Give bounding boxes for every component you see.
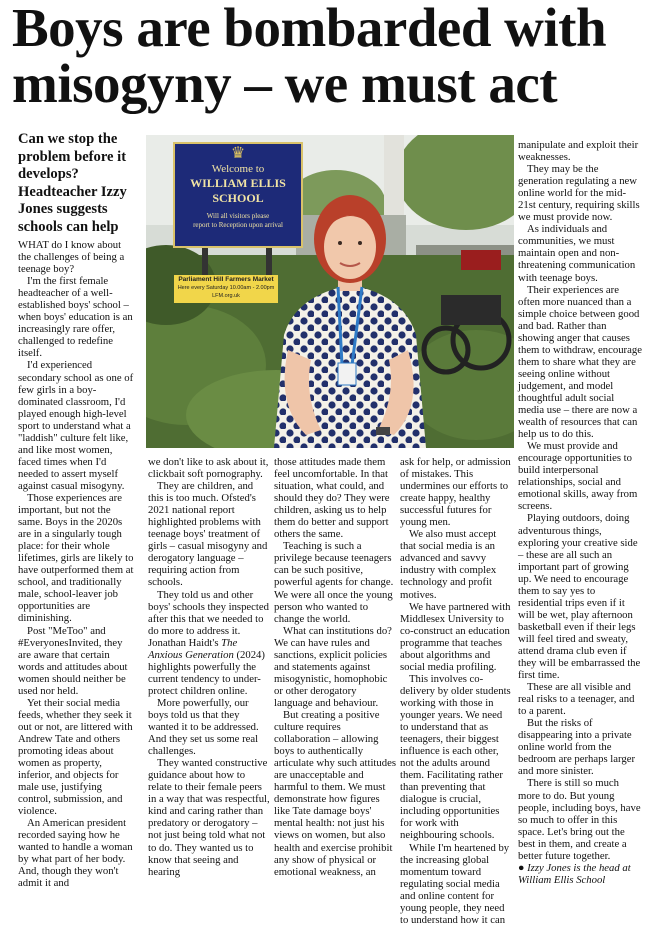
paragraph: I'd experienced secondary school as one of few girls in a boy-dominated classroom, I'd played enough high-level sport to understand what a "laddish" culture felt like, and like most women, faced times when I'd needed to assert myself against casual misogyny.: [18, 359, 134, 492]
paragraph: Playing outdoors, doing adventurous things, exploring your creative side – these are all such an important part of growing up. We need to encourage them to say yes to residential trips even if it will be wet, play afternoon basketball even if their legs will feel tired and sweaty, attend drama club even if they will be embarrassed the first time.: [518, 512, 641, 682]
paragraph: We have partnered with Middlesex University to co-construct an education programme that teaches about algorithms and social media profiling.: [400, 600, 511, 673]
paragraph: But creating a positive culture requires collaboration – allowing boys to authentically articulate why such attitudes are unacceptable and harmful to them. We must demonstrate how figures like Tate damage boys' mental health: not just his views on women, but also health and exercise prohibit any show of physical or emotional weakness, an: [274, 708, 396, 878]
paragraph: What can institutions do? We can have rules and sanctions, explicit policies and statements against misogynistic, homophobic or other derogatory language and behaviour.: [274, 624, 392, 709]
market-line-2: Here every Saturday 10.00am - 2.00pm: [177, 285, 275, 291]
paragraph: An American president recorded saying how he wanted to handle a woman by what part of her body. And, though they won't admit it and: [18, 817, 133, 890]
paragraph: They are children, and this is too much. Ofsted's 2021 national report highlighted problems with teenage boys' treatment of girls – casual misogyny and derogatory language – requiring action from schools.: [148, 480, 268, 589]
sign-line-2: WILLIAM ELLIS: [190, 176, 286, 190]
article-column-4: [400, 456, 512, 926]
headline: Boys are bombarded with misogyny – we must act: [12, 0, 607, 114]
paragraph: we don't like to ask about it, clickbait soft pornography.: [148, 456, 269, 481]
paragraph: Teaching is such a privilege because teenagers can be such positive, powerful agents for change. We were all once the young person who wanted to change the world.: [274, 540, 394, 625]
paragraph: I'm the first female headteacher of a well-established boys' school – when boys' education is an increasingly rare offer, challenged to redefine itself.: [18, 275, 133, 360]
paragraph-text: They told us and other boys' schools they inspected after this that we needed to do more to address it. Jonathan Haidt's: [148, 588, 269, 649]
paragraph: We must provide and encourage opportunities to build interpersonal relationships, social and emotional skills, away from screens.: [518, 440, 638, 513]
paragraph: They may be the generation regulating a new online world for the mid-21st century, requiring skills we must provide now.: [518, 163, 640, 224]
sign-line-3: SCHOOL: [212, 191, 264, 205]
sign-line-1: Welcome to: [211, 163, 265, 175]
standfirst: [18, 131, 136, 237]
paragraph: More powerfully, our boys told us that they wanted it to be addressed. And they set us some real challenges.: [148, 696, 259, 758]
paragraph: Post "MeToo" and #EveryonesInvited, they are aware that certain words and attitudes about women should neither be used nor held.: [18, 624, 128, 697]
paragraph-text: (2024) highlights powerfully the current tendency to under-protect children online.: [148, 648, 265, 697]
article-column-5: [518, 139, 642, 886]
paragraph: [148, 589, 270, 697]
sign-line-5: report to Reception upon arrival: [193, 221, 283, 229]
article-column-3: [274, 456, 396, 878]
paragraph: We also must accept that social media is an advanced and savvy industry with complex technology and profit motives.: [400, 528, 497, 601]
market-sign: [176, 275, 276, 303]
paragraph: This involves co-delivery by older students working with those in younger years. We need to understand that as teenagers, their biggest influence is each other, not the adults around them. Facilitating rather than preventing that dialogue is crucial, including opportunities for work with neighbouring schools.: [400, 672, 511, 842]
paragraph: There is still so much more to do. But young people, including boys, have so much to offer in this space. Let's bring out the best in them, and create a better future together.: [518, 777, 641, 862]
standfirst-part2: suggests schools can help: [18, 201, 119, 235]
paragraph: WHAT do I know about the challenges of being a teenage boy?: [18, 239, 125, 276]
paragraph: Their experiences are often more nuanced than a simple choice between good and bad. Rather than showing anger that causes them to withdraw, encourage them to share what they are seeing online without judgement, and model thoughtful adult social media use – there are now a wealth of resources that can help us to do this.: [518, 283, 642, 441]
paragraph: those attitudes made them feel uncomfortable. In that situation, what could, and should they do? They were children, asking us to help them do better and support others the same.: [274, 456, 390, 541]
paragraph: manipulate and exploit their weaknesses.: [518, 139, 639, 164]
paragraph: These are all visible and real risks to a teenager, and to a parent.: [518, 681, 635, 718]
paragraph: While I'm heartened by the increasing global momentum toward regulating social media and online content for young people, they need to understand how it can: [400, 841, 510, 926]
book-title: The Anxious Generation: [148, 636, 238, 661]
sign-line-4: Will all visitors please: [206, 212, 270, 220]
article-column-1: [18, 239, 136, 890]
paragraph: Those experiences are important, but not the same. Boys in the 2020s are in a singularly tough place: for their whole lifetimes, girls are likely to have outperformed them at school, and traditionally male, school-leaver job opportunities are diminishing.: [18, 491, 134, 625]
school-sign: [176, 145, 300, 245]
paragraph: Yet their social media feeds, whether they seek it out or not, are littered with Andrew Tate and others promoting ideas about women as property, inferior, and objects for male use, justifying control, submission, and violence.: [18, 696, 133, 818]
author-name: Izzy Jones: [18, 183, 127, 218]
article-column-2: [148, 456, 270, 878]
standfirst-part1: Can we stop the problem before it develops? Headteacher: [18, 131, 127, 200]
paragraph: As individuals and communities, we must maintain open and non-threatening communication with teenage boys.: [518, 223, 636, 284]
photo-headteacher-at-school-sign: [146, 135, 514, 448]
market-line-1: Parliament Hill Farmers Market: [178, 276, 274, 283]
market-line-3: LFM.org.uk: [212, 293, 240, 299]
paragraph: But the risks of disappearing into a private online world from the bedroom are perhaps larger and more sinister.: [518, 717, 636, 778]
school-crest-icon: ♛: [230, 145, 246, 162]
paragraph: ask for help, or admission of mistakes. This undermines our efforts to create happy, healthy successful futures for young men.: [400, 456, 511, 529]
author-byline: ● Izzy Jones is the head at William Ellis School: [518, 861, 631, 886]
paragraph: They wanted constructive guidance about how to relate to their female peers in a way that was respectful, kind and caring rather than predatory or derogatory – not just being told what not to do. They wanted us to know that seeing and hearing: [148, 757, 270, 878]
